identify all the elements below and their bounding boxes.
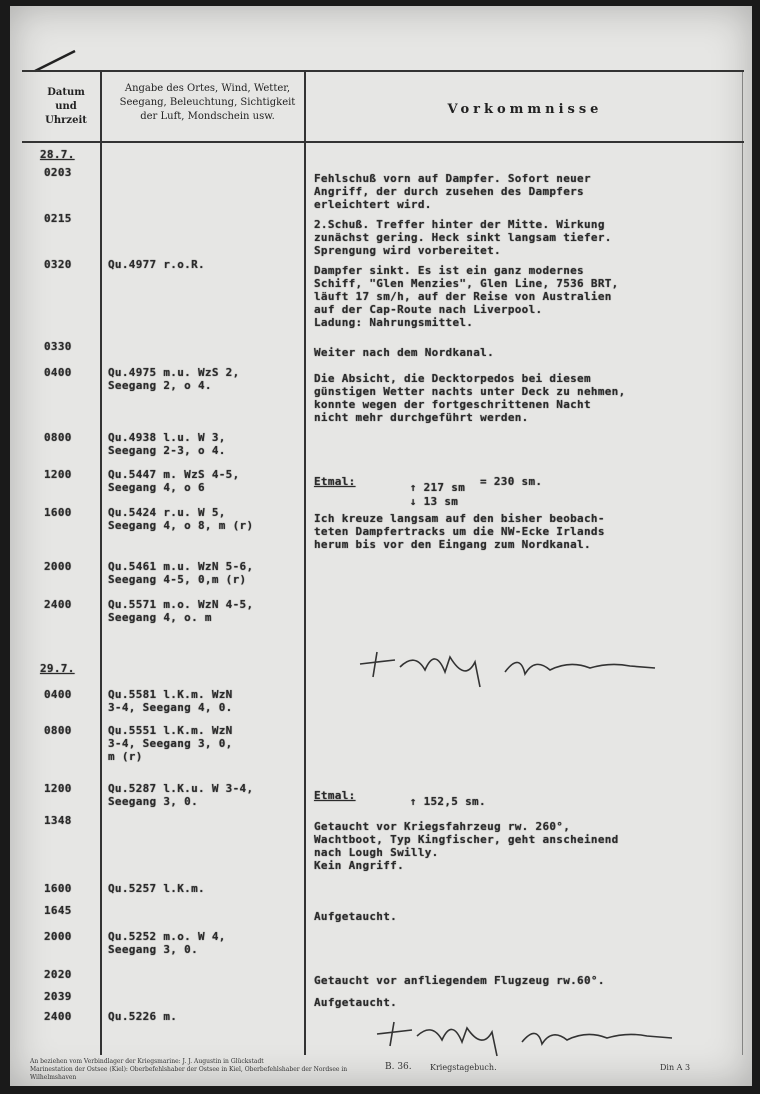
entry-position-weather: Qu.5226 m. <box>108 1010 178 1023</box>
entry-position-weather: Qu.5581 l.K.m. WzN 3-4, Seegang 4, 0. <box>108 688 233 714</box>
commander-signature-1 <box>355 642 665 692</box>
entry-position-weather: Qu.5257 l.K.m. <box>108 882 205 895</box>
etmal-1-up: ↑ 217 sm <box>409 481 466 494</box>
entry-time: 2400 <box>44 598 72 611</box>
entry-event: Getaucht vor Kriegsfahrzeug rw. 260°, Wachtboot, Typ Kingfischer, geht anscheinend nach Lough Swilly. Kein Angriff. <box>314 820 619 872</box>
entry-position-weather: Qu.4938 l.u. W 3, Seegang 2-3, o 4. <box>108 431 226 457</box>
entry-time: 2000 <box>44 930 72 943</box>
date-mark: 29.7. <box>40 662 75 675</box>
entry-time: 0330 <box>44 340 72 353</box>
footer-left: An beziehen vom Verbindlager der Kriegsmarine: J. J. Augustin in Glückstadt Marinestation der Ostsee (Kiel): Oberbefehlshaber der Ostsee in Kiel, Oberbefehlshaber der Nordsee in Wilhelmshaven <box>30 1058 348 1081</box>
entry-position-weather: Qu.5424 r.u. W 5, Seegang 4, o 8, m (r) <box>108 506 254 532</box>
entry-time: 0203 <box>44 166 72 179</box>
entry-event: 2.Schuß. Treffer hinter der Mitte. Wirkung zunächst gering. Heck sinkt langsam tiefer. Sprengung wird vorbereitet. <box>314 218 612 257</box>
header-rule <box>22 141 744 143</box>
etmal-1-total: = 230 sm. <box>480 475 543 488</box>
events-column-header: Vorkommnisse <box>447 102 603 117</box>
commander-signature-2 <box>372 1016 682 1060</box>
entry-event: Ich kreuze langsam auf den bisher beobach- teten Dampfertracks um die NW-Ecke Irlands herum bis vor den Eingang zum Nordkanal. <box>314 512 605 551</box>
entry-position-weather: Qu.4977 r.o.R. <box>108 258 205 271</box>
entry-event: Aufgetaucht. <box>314 910 398 923</box>
top-rule <box>22 70 744 72</box>
entry-time: 1348 <box>44 814 72 827</box>
entry-event: Dampfer sinkt. Es ist ein ganz modernes Schiff, "Glen Menzies", Glen Line, 7536 BRT, läuft 17 sm/h, auf der Reise von Australien auf der Cap-Route nach Liverpool. Ladung: Nahrungsmittel. <box>314 264 619 329</box>
etmal-2-value: ↑ 152,5 sm. <box>409 795 486 808</box>
entry-event: Die Absicht, die Decktorpedos bei diesem günstigen Wetter nachts unter Deck zu nehmen, konnte wegen der fortgeschrittenen Nacht nicht mehr durchgeführt werden. <box>314 372 626 424</box>
entry-position-weather: Qu.4975 m.u. WzS 2, Seegang 2, o 4. <box>108 366 240 392</box>
entry-event: Weiter nach dem Nordkanal. <box>314 346 494 359</box>
entry-time: 2039 <box>44 990 72 1003</box>
arrow-up-icon: ↑ <box>409 481 417 494</box>
entry-position-weather: Qu.5447 m. WzS 4-5, Seegang 4, o 6 <box>108 468 240 494</box>
entry-position-weather: Qu.5252 m.o. W 4, Seegang 3, 0. <box>108 930 226 956</box>
entry-time: 1600 <box>44 506 72 519</box>
entry-time: 1200 <box>44 782 72 795</box>
arrow-up-icon: ↑ <box>409 795 417 808</box>
entry-time: 0800 <box>44 724 72 737</box>
footer-paper-size: Din A 3 <box>660 1063 691 1072</box>
etmal-1-down: ↓ 13 sm <box>409 495 459 508</box>
logbook-page <box>10 6 752 1086</box>
place-column-header: Angabe des Ortes, Wind, Wetter, Seegang, Beleuchtung, Sichtigkeit der Luft, Mondschein usw. <box>119 83 296 122</box>
date-column-header: Datum und Uhrzeit <box>45 87 87 126</box>
footer-form-number: B. 36. <box>385 1062 412 1072</box>
entry-time: 0400 <box>44 366 72 379</box>
entry-time: 1600 <box>44 882 72 895</box>
entry-event: Getaucht vor anfliegendem Flugzeug rw.60°. <box>314 974 605 987</box>
entry-position-weather: Qu.5571 m.o. WzN 4-5, Seegang 4, o. m <box>108 598 254 624</box>
entry-time: 2000 <box>44 560 72 573</box>
arrow-down-icon: ↓ <box>409 495 417 508</box>
entry-time: 1645 <box>44 904 72 917</box>
entry-event: Fehlschuß vorn auf Dampfer. Sofort neuer Angriff, der durch zusehen des Dampfers erleichtert wird. <box>314 172 591 211</box>
entry-position-weather: Qu.5551 l.K.m. WzN 3-4, Seegang 3, 0, m (r) <box>108 724 233 763</box>
entry-position-weather: Qu.5461 m.u. WzN 5-6, Seegang 4-5, 0,m (r) <box>108 560 254 586</box>
date-mark: 28.7. <box>40 148 75 161</box>
entry-time: 0400 <box>44 688 72 701</box>
entry-time: 2400 <box>44 1010 72 1023</box>
entry-position-weather: Qu.5287 l.K.u. W 3-4, Seegang 3, 0. <box>108 782 254 808</box>
entry-time: 0215 <box>44 212 72 225</box>
col-divider-1 <box>100 70 102 1055</box>
etmal-label: Etmal: <box>314 475 356 488</box>
etmal-label: Etmal: <box>314 789 356 802</box>
footer-form-title: Kriegstagebuch. <box>430 1063 497 1072</box>
entry-time: 2020 <box>44 968 72 981</box>
entry-time: 0800 <box>44 431 72 444</box>
entry-event: Aufgetaucht. <box>314 996 398 1009</box>
entry-time: 1200 <box>44 468 72 481</box>
entry-time: 0320 <box>44 258 72 271</box>
